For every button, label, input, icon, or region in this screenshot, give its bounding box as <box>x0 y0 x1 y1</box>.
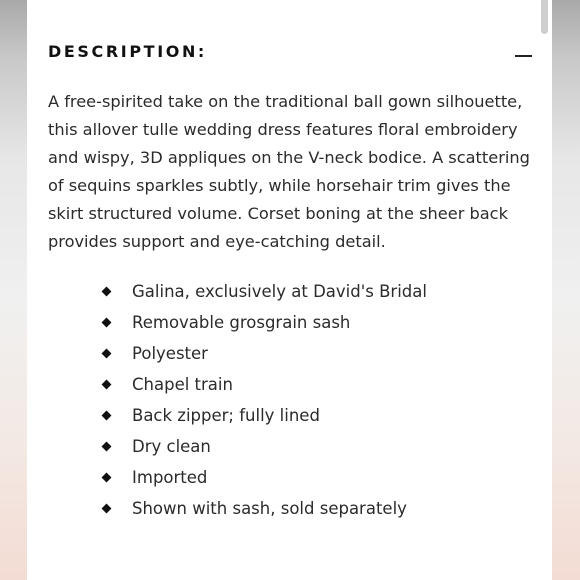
diamond-bullet-icon <box>102 411 112 421</box>
diamond-bullet-icon <box>102 504 112 514</box>
list-item <box>100 276 427 307</box>
diamond-bullet-icon <box>102 318 112 328</box>
feature-list <box>100 276 427 524</box>
feature-text: Back zipper; fully lined <box>132 406 320 425</box>
scrollbar-thumb[interactable] <box>541 0 548 34</box>
diamond-bullet-icon <box>102 287 112 297</box>
list-item <box>100 369 427 400</box>
minus-icon[interactable] <box>515 55 532 57</box>
feature-text: Dry clean <box>132 437 211 456</box>
feature-text: Imported <box>132 468 208 487</box>
feature-text: Removable grosgrain sash <box>132 313 351 332</box>
diamond-bullet-icon <box>102 349 112 359</box>
feature-text: Shown with sash, sold separately <box>132 499 407 518</box>
list-item <box>100 338 427 369</box>
feature-text: Polyester <box>132 344 208 363</box>
list-item <box>100 431 427 462</box>
diamond-bullet-icon <box>102 380 112 390</box>
list-item <box>100 493 427 524</box>
feature-text: Chapel train <box>132 375 233 394</box>
diamond-bullet-icon <box>102 442 112 452</box>
feature-text: Galina, exclusively at David's Bridal <box>132 282 427 301</box>
list-item <box>100 462 427 493</box>
diamond-bullet-icon <box>102 473 112 483</box>
list-item <box>100 307 427 338</box>
section-heading: DESCRIPTION: <box>48 42 207 61</box>
list-item <box>100 400 427 431</box>
description-text: A free-spirited take on the traditional ball gown silhouette, this allover tulle wedding dress features floral embroidery and wispy, 3D appliques on the V-neck bodice. A scattering of sequins sparkles subtly, while horsehair trim gives the skirt structured volume. Corset boning at the sheer back provides support and eye-catching detail. <box>48 92 530 251</box>
